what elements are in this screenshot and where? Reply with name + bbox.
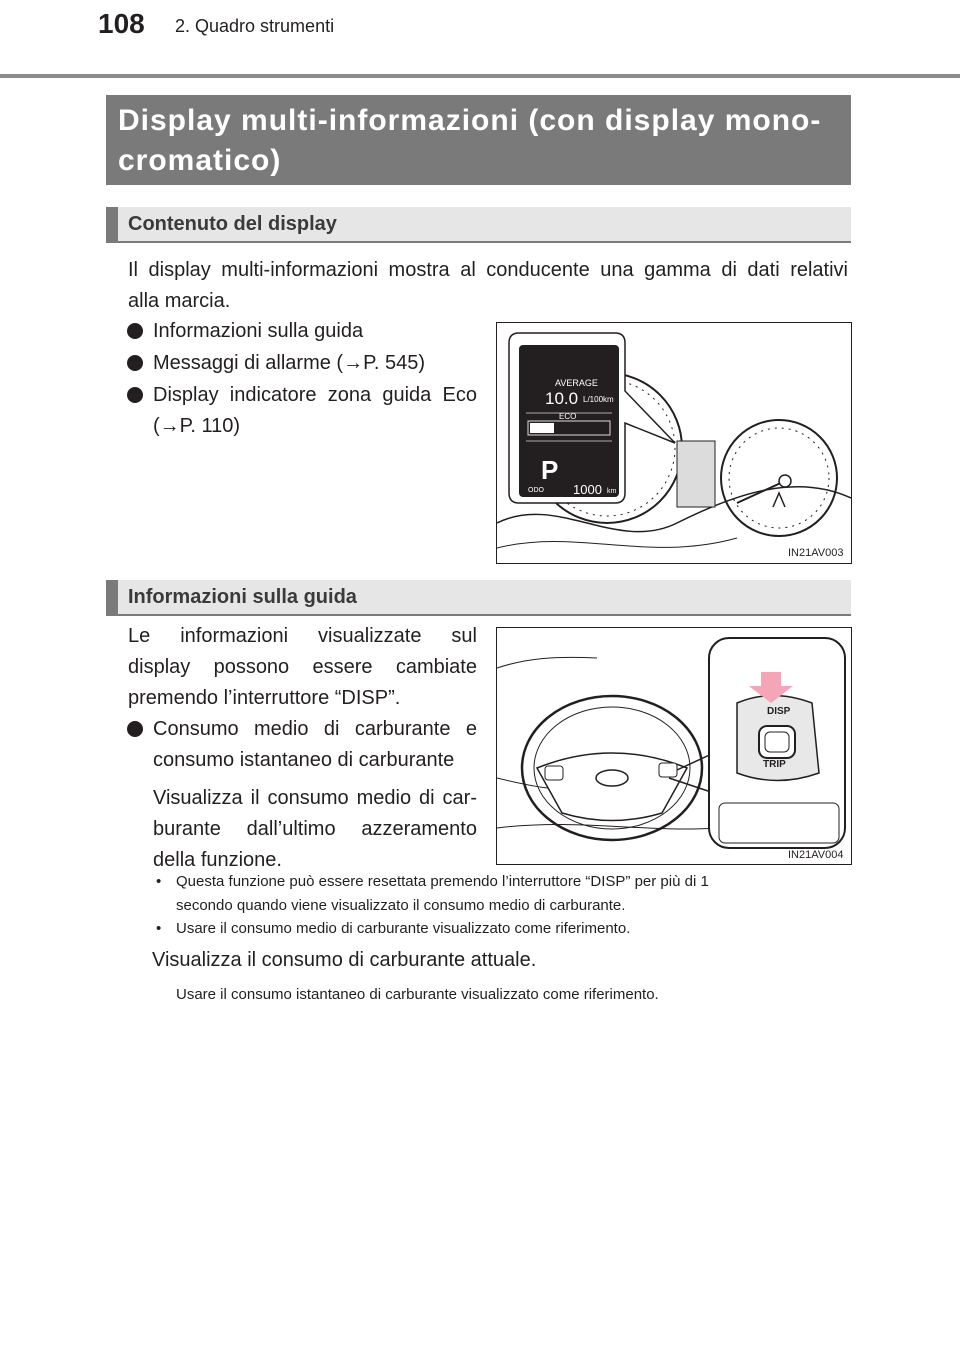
note-bullet-icon: •	[156, 873, 162, 890]
screen-unit: L/100km	[583, 395, 614, 404]
instant-note: Usare il consumo istantaneo di carburante visualizzato come riferimento.	[176, 986, 659, 1003]
screen-odo-label: ODO	[528, 487, 544, 494]
trip-switch-label: TRIP	[763, 759, 786, 770]
figure-code: IN21AV003	[788, 547, 844, 559]
list-item	[127, 316, 477, 347]
header-divider	[0, 74, 960, 78]
screen-gear: P	[541, 455, 559, 485]
list-item-text: Informazioni sulla guida	[153, 320, 364, 342]
note-item	[156, 918, 856, 940]
section-title: Contenuto del display	[128, 213, 337, 235]
section-header-driving-info	[106, 580, 851, 616]
screen-odo-unit: km	[607, 488, 617, 495]
note-bullet-icon: •	[156, 920, 162, 937]
note-text: Usare il consumo medio di carburante visualizzato come riferimento.	[176, 920, 631, 937]
steering-wheel-figure	[496, 627, 852, 865]
section2-intro-line1: Le informazioni visualizzate sul	[128, 625, 477, 647]
steering-wheel-illustration	[497, 628, 851, 864]
bullet-icon	[127, 323, 143, 339]
disp-switch-label: DISP	[767, 706, 791, 717]
section1-intro-line2: alla marcia.	[128, 290, 231, 312]
list-item	[127, 348, 477, 379]
list-item-text: Display indicatore zona guida Eco	[153, 384, 477, 406]
screen-odo-value: 1000	[573, 482, 602, 497]
page-number: 108	[98, 8, 145, 39]
note-item	[156, 871, 856, 915]
list-item-text-cont: (→P. 110)	[153, 415, 241, 437]
section1-intro-line1: Il display multi-informazioni mostra al conducente una gamma di dati relativi	[128, 259, 848, 281]
bullet-icon	[127, 355, 143, 371]
section-title: Informazioni sulla guida	[128, 586, 357, 608]
figure-code: IN21AV004	[788, 849, 844, 861]
instrument-cluster-illustration	[497, 323, 851, 563]
screen-eco-label: ECO	[559, 412, 577, 421]
list-item	[127, 714, 477, 776]
section-header-display-content	[106, 207, 851, 243]
bullet-icon	[127, 721, 143, 737]
list-item-text: Consumo medio di carburante e	[153, 718, 477, 740]
main-title-line2: cromatico)	[118, 144, 282, 177]
section2-intro-line3: premendo l’interruttore “DISP”.	[128, 687, 401, 709]
main-title-line1: Display multi-informazioni (con display mono-	[118, 104, 822, 137]
section2-intro-line2: display possono essere cambiate	[128, 656, 477, 678]
avg-desc-line1: Visualizza il consumo medio di car-	[153, 787, 477, 809]
instant-desc: Visualizza il consumo di carburante attuale.	[152, 949, 537, 971]
avg-desc-line3: della funzione.	[153, 849, 282, 871]
note-text: Questa funzione può essere resettata premendo l’interruttore “DISP” per più di 1	[176, 873, 709, 890]
screen-average-label: AVERAGE	[555, 378, 598, 388]
bullet-icon	[127, 387, 143, 403]
list-item	[127, 380, 477, 442]
list-item-text: Messaggi di allarme (→P. 545)	[153, 352, 425, 374]
main-title-band	[106, 95, 851, 185]
instrument-cluster-figure	[496, 322, 852, 564]
screen-value: 10.0	[545, 389, 579, 408]
note-text-cont: secondo quando viene visualizzato il consumo medio di carburante.	[176, 897, 626, 914]
chapter-title: 2. Quadro strumenti	[175, 16, 335, 36]
avg-desc-line2: burante dall’ultimo azzeramento	[153, 818, 477, 840]
list-item-text-cont: consumo istantaneo di carburante	[153, 749, 455, 771]
